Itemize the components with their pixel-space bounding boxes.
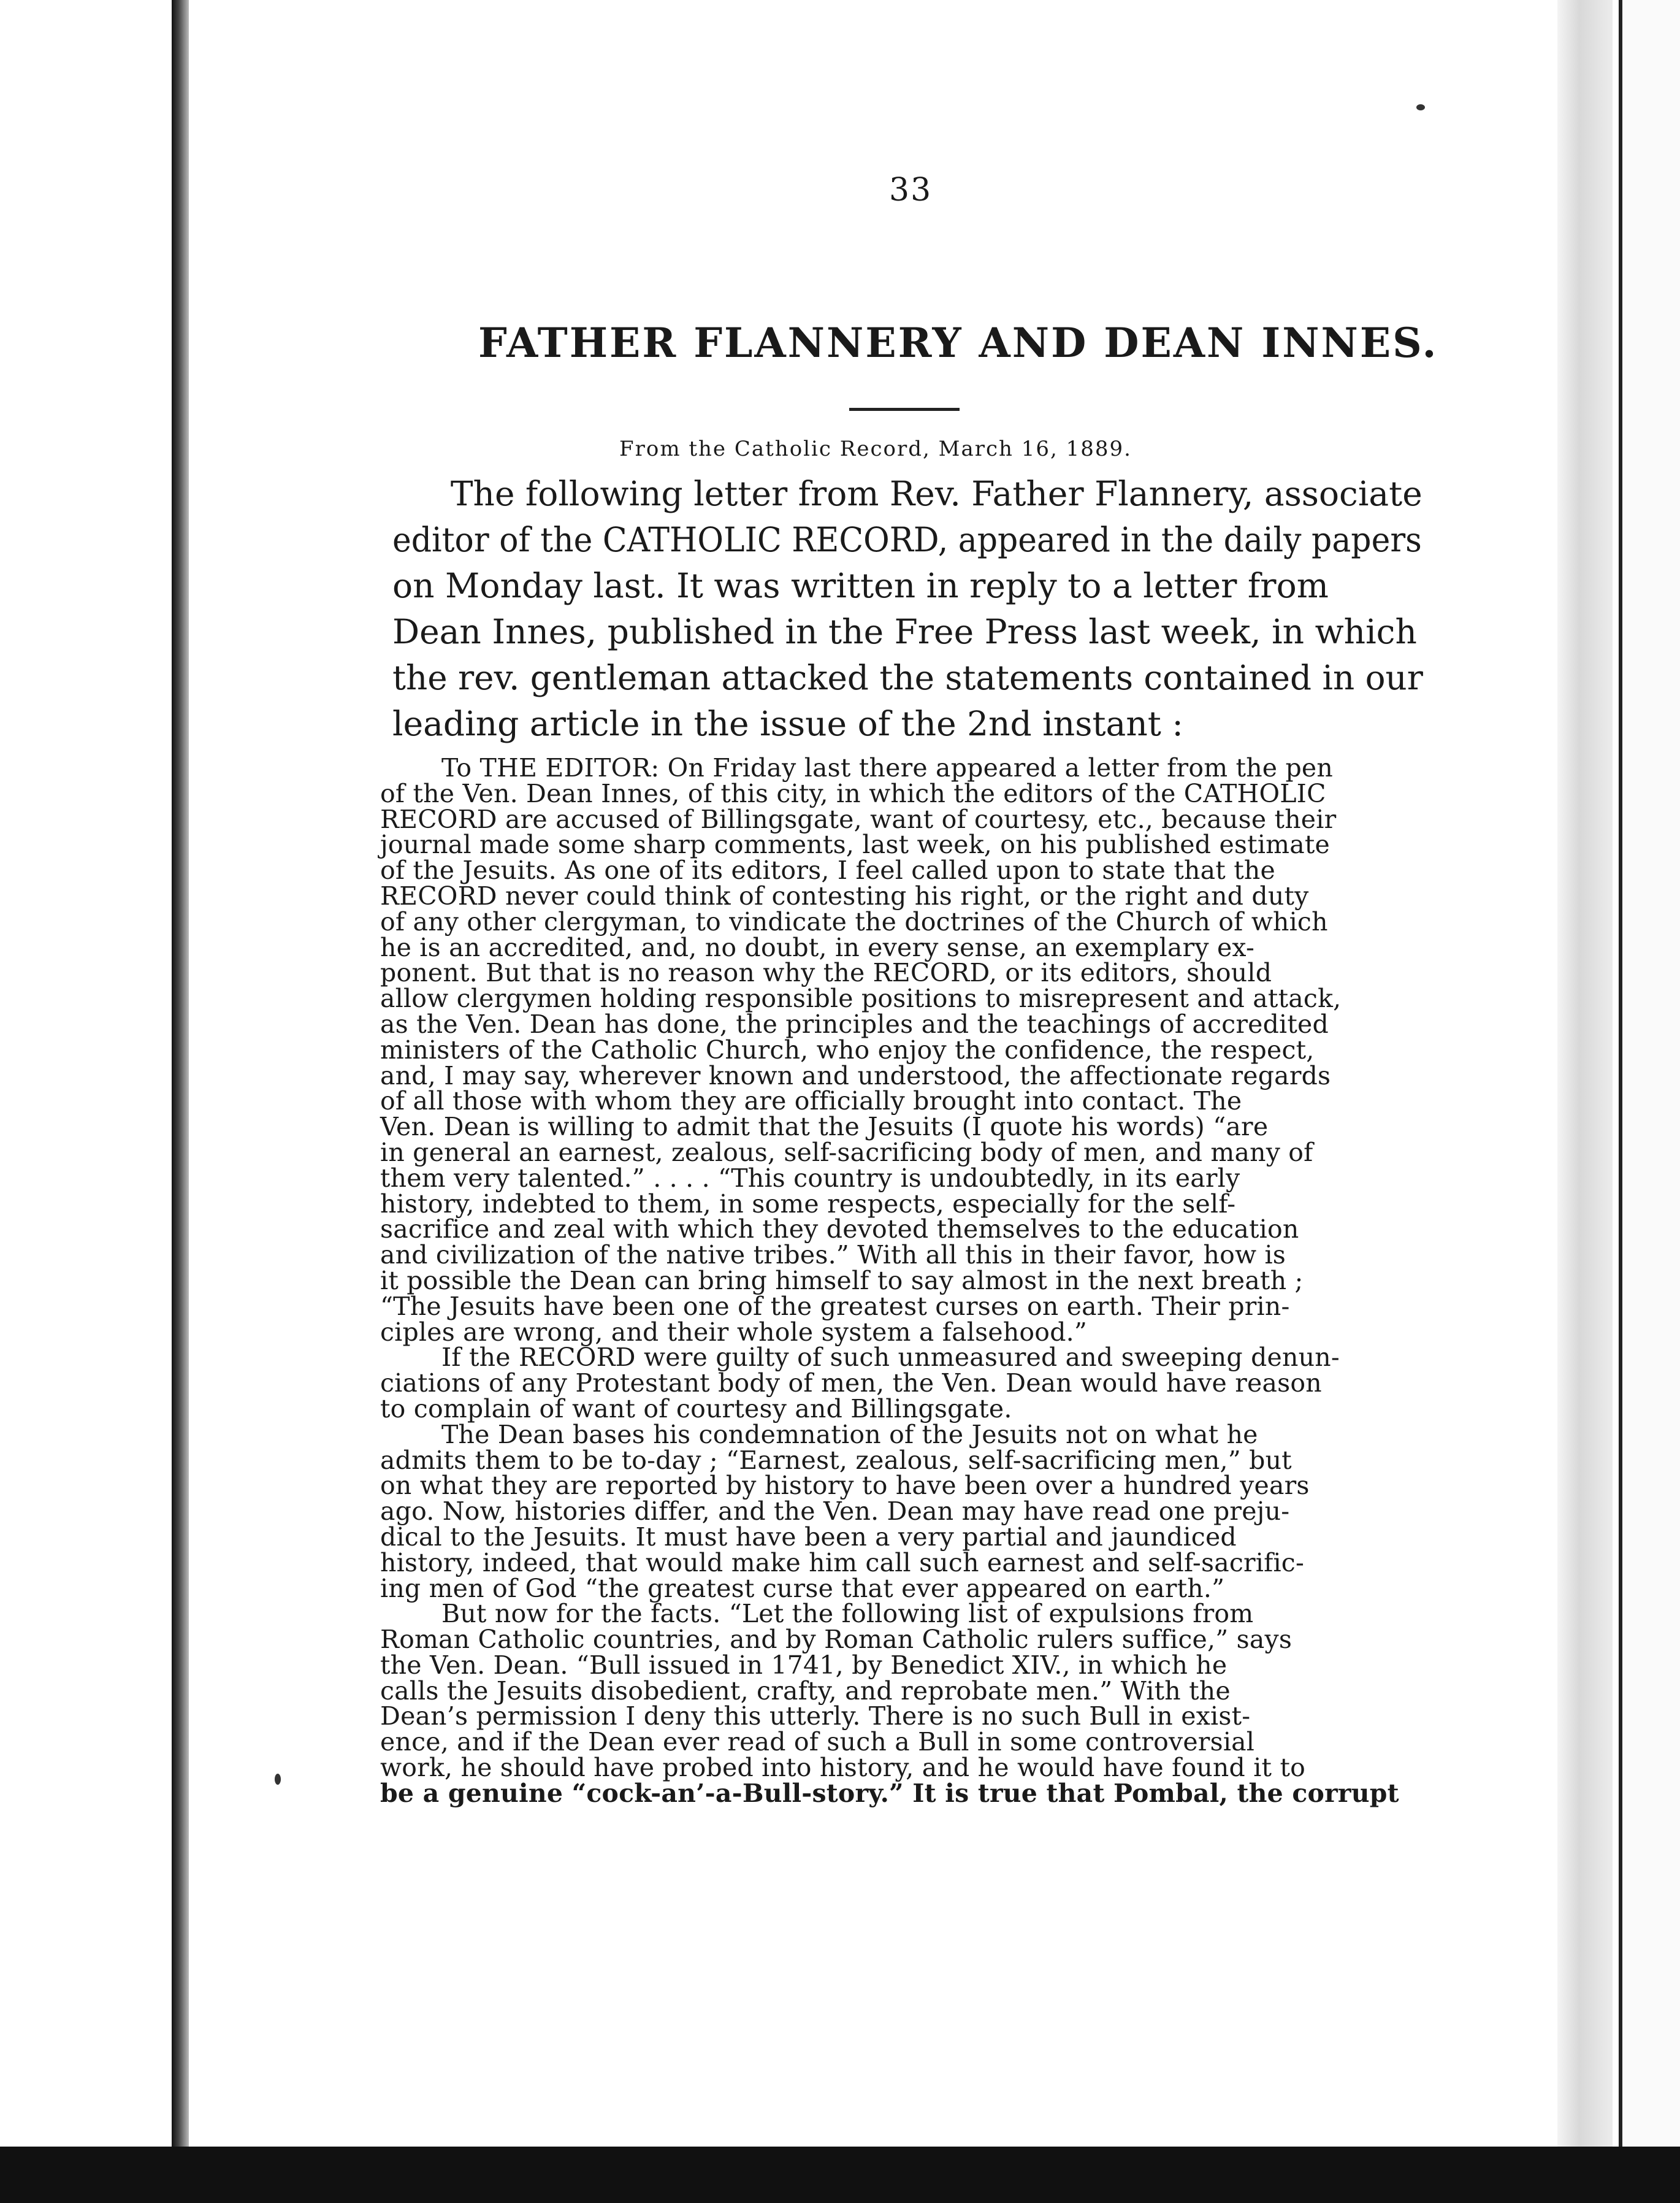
letter-line: ence, and if the Dean ever read of such a Bull in some controversial	[380, 1727, 1255, 1757]
letter-line: of the Jesuits. As one of its editors, I feel called upon to state that the	[380, 856, 1275, 886]
letter-line: Roman Catholic countries, and by Roman Catholic rulers suffice,” says	[380, 1625, 1292, 1655]
intro-line: Dean Innes, published in the Free Press last week, in which	[392, 612, 1417, 651]
letter-line: on what they are reported by history to have been over a hundred years	[380, 1471, 1310, 1501]
scan-binding-edge	[172, 0, 189, 2203]
letter-line: be a genuine “cock-an’-a-Bull-story.” It is true that Pombal, the corrupt	[380, 1778, 1399, 1808]
letter-line: and, I may say, wherever known and understood, the affectionate regards	[380, 1060, 1331, 1090]
intro-line: The following letter from Rev. Father Flannery, associate	[450, 474, 1422, 513]
scan-right-margin	[1622, 0, 1680, 2203]
letter-line: ministers of the Catholic Church, who enjoy the confidence, the respect,	[380, 1035, 1315, 1065]
letter-line: as the Ven. Dean has done, the principles and the teachings of accredited	[380, 1009, 1329, 1039]
letter-line: work, he should have probed into history, and he would have found it to	[380, 1753, 1305, 1783]
letter-line: ponent. But that is no reason why the RECORD, or its editors, should	[380, 958, 1272, 988]
letter-line: history, indebted to them, in some respects, especially for the self-	[380, 1189, 1236, 1219]
letter-line: ago. Now, histories differ, and the Ven. Dean may have read one preju-	[380, 1496, 1290, 1527]
letter-line: allow clergymen holding responsible positions to misrepresent and attack,	[380, 984, 1342, 1014]
letter-line: of any other clergyman, to vindicate the doctrines of the Church of which	[380, 906, 1328, 937]
letter-line: to complain of want of courtesy and Billingsgate.	[380, 1393, 1012, 1423]
letter-line: To THE EDITOR: On Friday last there appeared a letter from the pen	[441, 753, 1334, 783]
letter-line: ciations of any Protestant body of men, the Ven. Dean would have reason	[380, 1368, 1322, 1398]
letter-line: history, indeed, that would make him call such earnest and self-sacrific-	[380, 1547, 1305, 1577]
article-source: From the Catholic Record, March 16, 1889.	[619, 437, 1132, 461]
intro-line: editor of the CATHOLIC RECORD, appeared in the daily papers	[392, 520, 1422, 559]
letter-line: the Ven. Dean. “Bull issued in 1741, by Benedict XIV., in which he	[380, 1650, 1228, 1680]
letter-line: of all those with whom they are officially brought into contact. The	[380, 1086, 1242, 1116]
intro-line: leading article in the issue of the 2nd instant :	[392, 704, 1183, 743]
scan-speck	[275, 1774, 281, 1785]
letter-line: The Dean bases his condemnation of the Jesuits not on what he	[441, 1419, 1258, 1449]
intro-paragraph	[392, 471, 1423, 747]
letter-line: Ven. Dean is willing to admit that the Jesuits (I quote his words) “are	[380, 1112, 1269, 1142]
letter-body	[380, 753, 1399, 1808]
letter-line: sacrifice and zeal with which they devoted themselves to the education	[380, 1214, 1299, 1244]
title-rule	[849, 408, 960, 411]
intro-line: the rev. gentleman attacked the statements contained in our	[392, 658, 1423, 697]
letter-line: admits them to be to-day ; “Earnest, zealous, self-sacrificing men,” but	[380, 1445, 1292, 1475]
scan-speck	[1416, 104, 1425, 110]
page-fold-shadow	[1557, 0, 1613, 2203]
letter-line: them very talented.” . . . . “This country is undoubtedly, in its early	[380, 1163, 1240, 1193]
letter-line: Dean’s permission I deny this utterly. There is no such Bull in exist-	[380, 1701, 1251, 1731]
letter-line: ciples are wrong, and their whole system a falsehood.”	[380, 1317, 1088, 1347]
page-number: 33	[889, 172, 933, 209]
letter-line: journal made some sharp comments, last week, on his published estimate	[380, 830, 1330, 860]
scan-left-margin	[0, 0, 172, 2203]
article-title: FATHER FLANNERY AND DEAN INNES.	[478, 319, 1438, 367]
letter-line: it possible the Dean can bring himself to say almost in the next breath ;	[380, 1265, 1304, 1295]
letter-line: calls the Jesuits disobedient, crafty, and reprobate men.” With the	[380, 1676, 1231, 1706]
letter-line: of the Ven. Dean Innes, of this city, in which the editors of the CATHOLIC	[380, 778, 1326, 808]
letter-line: But now for the facts. “Let the following list of expulsions from	[441, 1599, 1254, 1629]
letter-line: “The Jesuits have been one of the greatest curses on earth. Their prin-	[380, 1291, 1290, 1321]
letter-line: he is an accredited, and, no doubt, in every sense, an exemplary ex-	[380, 932, 1255, 962]
letter-line: RECORD are accused of Billingsgate, want of courtesy, etc., because their	[380, 804, 1337, 834]
letter-line: If the RECORD were guilty of such unmeasured and sweeping denun-	[441, 1343, 1340, 1373]
letter-line: RECORD never could think of contesting his right, or the right and duty	[380, 881, 1309, 911]
scan-bottom-band	[0, 2147, 1680, 2203]
letter-line: ing men of God “the greatest curse that ever appeared on earth.”	[380, 1573, 1225, 1603]
letter-line: dical to the Jesuits. It must have been a very partial and jaundiced	[380, 1522, 1237, 1552]
intro-line: on Monday last. It was written in reply to a letter from	[392, 566, 1329, 605]
letter-line: and civilization of the native tribes.” With all this in their favor, how is	[380, 1240, 1286, 1270]
letter-line: in general an earnest, zealous, self-sacrificing body of men, and many of	[380, 1137, 1313, 1167]
